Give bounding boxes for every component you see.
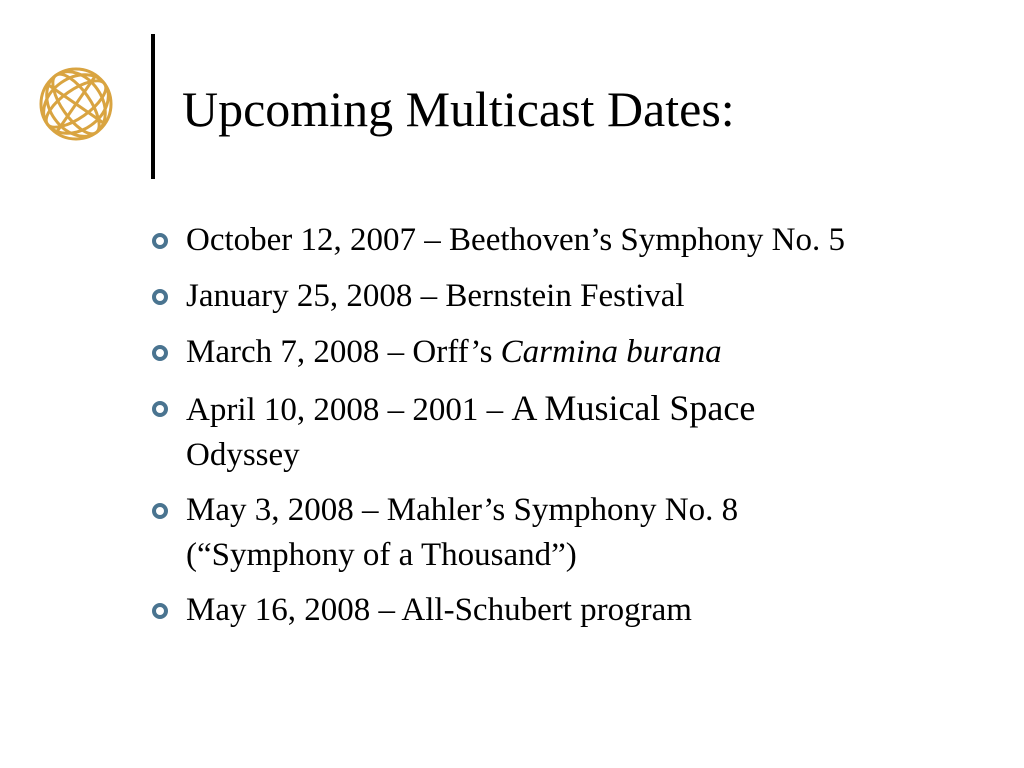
bullet-ring-icon [152,401,168,417]
bullet-ring-icon [152,503,168,519]
title-divider [151,34,155,179]
bullet-text [186,488,1020,578]
bullet-ring-icon [152,289,168,305]
bullet-text-large: A Musical Space [511,388,756,428]
bullet-ring-icon [152,603,168,619]
bullet-item [150,488,1020,578]
bullet-item [150,218,1020,263]
bullet-line: Odyssey [186,437,300,473]
bullet-list [150,218,1020,644]
bullet-text-prefix: March 7, 2008 – Orff’s [186,334,501,370]
bullet-item [150,588,1020,633]
globe-icon [36,64,116,144]
slide-title: Upcoming Multicast Dates: [182,81,735,137]
bullet-item [150,330,1020,375]
bullet-item [150,274,1020,319]
bullet-text: October 12, 2007 – Beethoven’s Symphony No. 5 [186,222,846,258]
bullet-text-prefix: April 10, 2008 – 2001 – [186,392,512,428]
bullet-text [186,334,722,370]
bullet-line [186,386,1020,433]
bullet-ring-icon [152,345,168,361]
bullet-ring-icon [152,233,168,249]
bullet-line: May 3, 2008 – Mahler’s Symphony No. 8 [186,492,739,528]
bullet-line: (“Symphony of a Thousand”) [186,537,577,573]
bullet-text: January 25, 2008 – Bernstein Festival [186,278,685,314]
bullet-text [186,386,1020,478]
bullet-text: May 16, 2008 – All-Schubert program [186,592,692,628]
bullet-text-italic: Carmina burana [500,334,722,370]
bullet-item [150,386,1020,478]
